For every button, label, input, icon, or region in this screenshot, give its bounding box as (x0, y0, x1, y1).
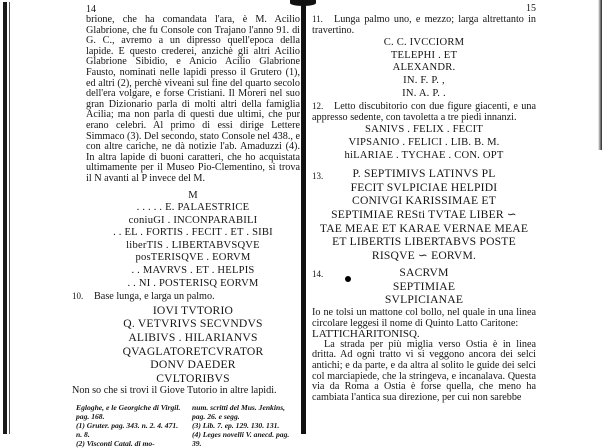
footnote: (2) Visconti Catal. di mo- (76, 439, 155, 448)
inscription (86, 304, 300, 386)
footnotes (76, 403, 300, 448)
page-number: 15 (526, 3, 536, 14)
footnote-column (76, 403, 184, 448)
inscription-line: . . . . . E. PALAESTRICE (136, 202, 250, 214)
item-block (312, 167, 536, 262)
footnote: (4) Leges novelli V. anecd. pag. 39. (192, 430, 290, 448)
paragraph: brione, che ha comandata l'ara, è M. Acilio Glabrione, che fu Console con Trajano l'anno 91. di G. C., avremo a un dipresso quell'epoca della lapide. E questo crederei, anzichè gli altri Acilio Glabrione Sibidio, e Anicio Acilio Glabrione Fausto, nominati nelle lapidi presso il Grutero (1), ed altri (2), perchè viveani sul fine del quarto secolo dell'era volgare, e forse Cristiani. Il Moreri nel suo gran Dizionario parla di molti altri della famiglia Acilia; ma non parla di questi due ultimi, che pur erano celebri. Al primo di essi dirige Lettere Simmaco (3). Del secondo, stato Console nel 438., e con altre cariche, ne dà notizie l'ab. Amaduzzi (4). In altra lapide di buoni caratteri, che ho acquistata ultimamente per il Museo Pio-Clementino, si trova il N avanti al P invece del M. (86, 14, 300, 184)
paragraph: La strada per più miglia verso Ostia è in linea dritta. Ad ogni tratto vi si veggono ancora dei selci antichi; e da parte, e da altra al solito le guide dei selci col marciapiede, che la stringeva, e incanalava. Questa via da Roma a Ostia è forse quella, che meno ha cambiata l'antica sua direzione, per cui non sarebbe (312, 338, 536, 403)
inscription-line: coniuGI . INCONPARABILI (128, 214, 258, 226)
inscription (312, 167, 536, 262)
inscription-line: M (188, 189, 198, 201)
inscription-line: IN. F. P. , (403, 74, 445, 86)
inscription-line: P. SEPTIMIVS LATINVS PL (352, 167, 496, 181)
left-page (72, 0, 300, 448)
brick-stamp: LATTICHARITONISQ. (312, 328, 420, 341)
footnote: (1) Gruter. pag. 343. n. 2. 4. 471. n. 8. (76, 421, 179, 439)
page-edge-left (3, 2, 7, 434)
ink-blot (345, 276, 351, 282)
inscription-line: ALEXANDR. (392, 62, 456, 74)
footnote-column (192, 403, 300, 448)
inscription-line: ALIBIVS . HILARIANVS (128, 331, 258, 345)
inscription-line: CVLTORIBVS (156, 371, 230, 385)
item-number: 14. (312, 269, 324, 280)
inscription-line: CONIVGI KARISSIMAE ET (352, 194, 496, 208)
caption-text: Letto discubitorio con due figure giacenti, e una appresso sedente, con tavoletta a tre piedi innanzi. (312, 101, 536, 123)
inscription (312, 37, 536, 100)
inscription-line: RISQVE ∽ EORVM. (371, 248, 477, 262)
paragraph: Io ne tolsi un mattone col bollo, nel quale in una linea circolare leggesi il nome di Quinto Latto Caritone: (312, 307, 536, 329)
inscription-line: SEPTIMIAE (392, 279, 456, 293)
inscription (312, 266, 536, 307)
inscription-line: hiLARIAE . TYCHAE . CON. OPT (344, 149, 504, 161)
inscription-line: IN. A. P. . (402, 87, 446, 99)
item-caption (72, 291, 300, 303)
footnote: Egloghe, e le Georgiche di Virgil. pag. 168. (76, 403, 181, 421)
inscription-line: DONV DAEDER (150, 358, 236, 372)
item-caption (312, 101, 536, 123)
item-number: 12. (312, 101, 324, 112)
item-caption (312, 14, 536, 36)
book-spine (301, 0, 306, 434)
inscription-line: . . EL . FORTIS . FECIT . ET . SIBI (113, 227, 273, 239)
inscription-line: QVAGLATORETCVRATOR (122, 344, 264, 358)
item-number: 13. (312, 171, 324, 182)
inscription (312, 124, 536, 162)
inscription-line: SACRVM (399, 266, 449, 280)
right-page (312, 0, 536, 403)
caption-text: Base lunga, e larga un palmo. (94, 291, 215, 303)
inscription-line: posTERISQVE . EORVM (135, 252, 251, 264)
inscription-line: ET LIBERTIS LIBERTABVS POSTE (332, 235, 516, 249)
body-text: Non so che si trovi il Giove Tutorio in altre lapidi. (72, 385, 277, 397)
item-number: 11. (312, 14, 323, 24)
page-edge-right (598, 0, 602, 150)
caption-text: Lunga palmo uno, e mezzo; larga altrettanto in travertino. (312, 14, 536, 36)
inscription-line: . . MAVRVS . ET . HELPIS (131, 265, 255, 277)
inscription-line: TAE MEAE ET KARAE VERNAE MEAE (319, 221, 529, 235)
inscription-line: C. C. IVCCIORM (383, 37, 465, 49)
inscription-line: . . NI . POSTERISQ EORVM (127, 277, 259, 289)
inscription-line: TELEPHI . ET (390, 49, 458, 61)
inscription-line: SANIVS . FELIX . FECIT (365, 124, 483, 136)
body-text (86, 15, 300, 185)
inscription-line: Q. VETVRIVS SECVNDVS (123, 317, 263, 331)
footnote: (3) Lib. 7. ep. 129. 130. 131. (192, 421, 280, 430)
body-text (312, 308, 536, 403)
inscription-line: SVLPICIANAE (384, 293, 464, 307)
inscription-line: FECIT SVLPICIAE HELPIDI (350, 180, 498, 194)
inscription (86, 190, 300, 291)
inscription-line: IOVI TVTORIO (152, 303, 234, 317)
inscription-line: VIPSANIO . FELICI . LIB. B. M. (348, 136, 500, 148)
footnote: num. scritti del Mus. Jenkins, pag. 26. e segg. (192, 403, 286, 421)
item-block (312, 266, 536, 307)
inscription-line: liberTIS . LIBERTABVSQVE (126, 239, 260, 251)
inscription-line: SEPTIMIAE RESti TVTAE LIBER ∽ (331, 207, 517, 221)
page-number: 14 (86, 4, 96, 15)
item-number: 10. (72, 291, 84, 302)
